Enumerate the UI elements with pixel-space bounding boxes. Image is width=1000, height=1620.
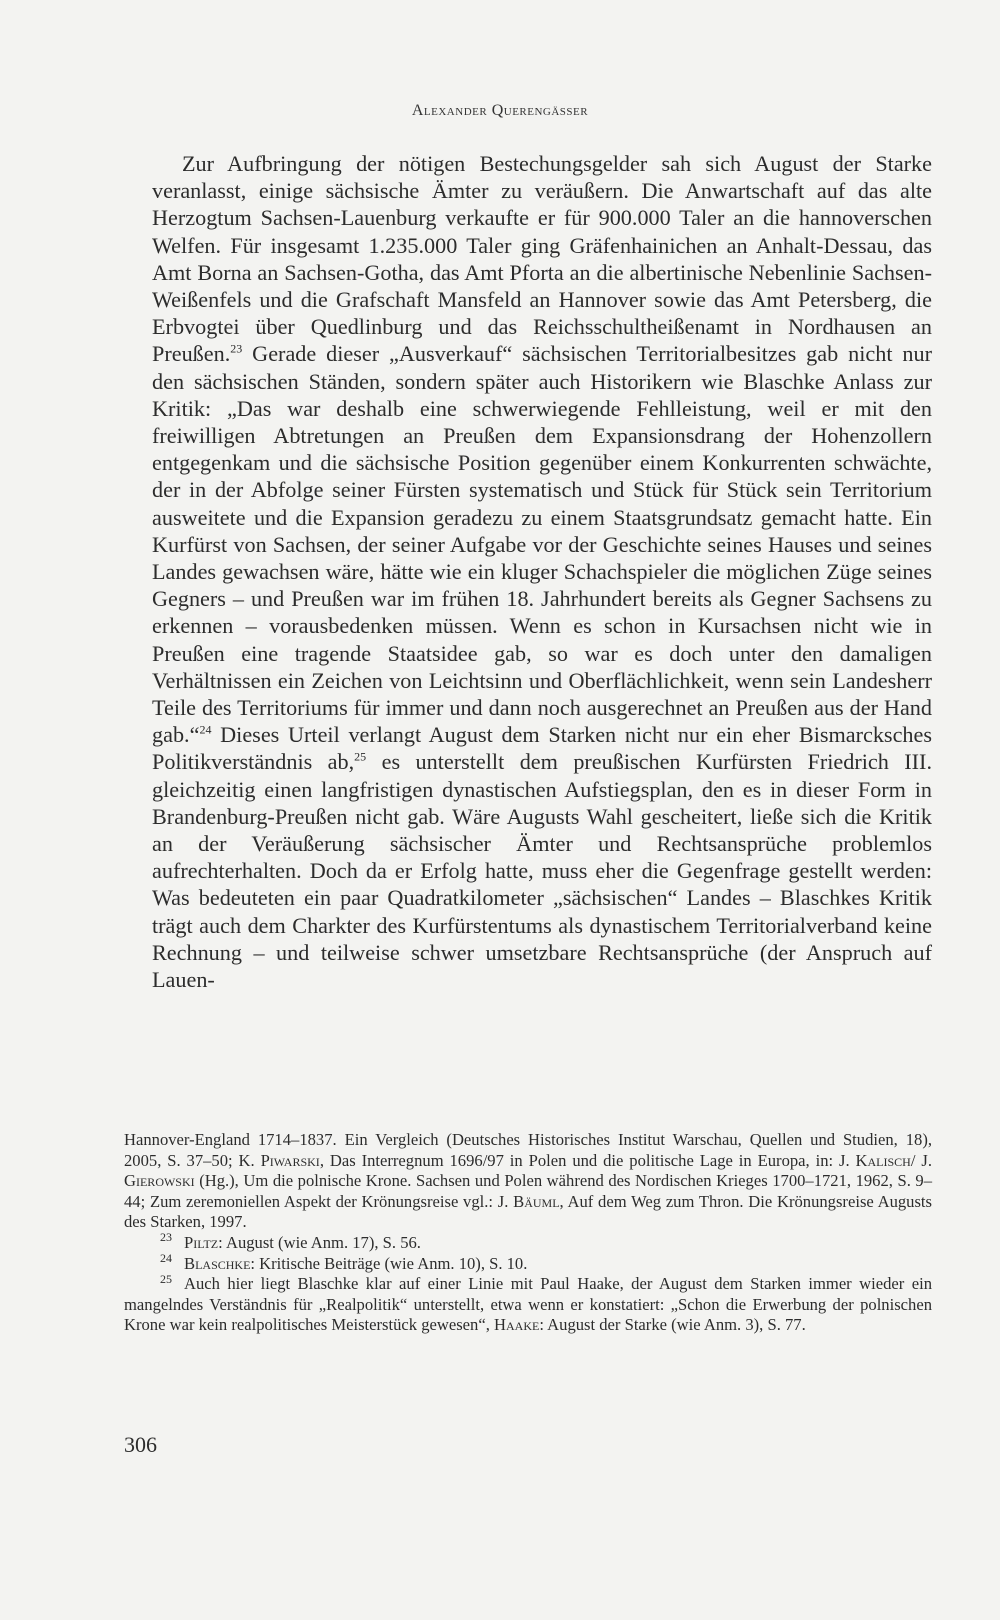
page-number: 306	[124, 1432, 157, 1457]
footnote-text: : August (wie Anm. 17), S. 56.	[218, 1232, 421, 1252]
footnote-text: , Das Interregnum 1696/97 in Polen und die politische Lage in Europa, in: J.	[319, 1150, 856, 1170]
footnotes	[124, 1130, 932, 1336]
footnote-24: 24 Blaschke: Kritische Beiträge (wie Anm. 10), S. 10.	[160, 1251, 528, 1273]
footnote-text: : Kritische Beiträge (wie Anm. 10), S. 10.	[250, 1253, 528, 1273]
footnote-25: 25 Auch hier liegt Blaschke klar auf einer Linie mit Paul Haake, der August dem Starken immer wieder ein mangelndes Verständnis für „Realpolitik“ unterstellt, etwa wenn er konstatiert: „Schon die Erwerbung der polnischen Krone war kein realpolitisches Meisterstück gewesen“, Haake: August der Starke (wie Anm. 3), S. 77.	[124, 1271, 932, 1335]
footnote-continued	[124, 1130, 932, 1233]
author-name: Blaschke	[184, 1253, 251, 1273]
footnote-ref-24[interactable]: 24	[199, 722, 212, 737]
footnote-text: : August der Starke (wie Anm. 3), S. 77.	[539, 1315, 806, 1335]
footnote-text: , Auf dem Weg zum Thron. Die Krönungsreise Augusts des Starken, 1997.	[124, 1191, 932, 1232]
author-name: Kalisch	[855, 1150, 911, 1170]
text-segment: Gerade dieser „Ausverkauf“ sächsischen Territorialbesitzes gab nicht nur den sächsischen Ständen, sondern später auch Historikern wie Blaschke Anlass zur Kritik: „Das war deshalb eine schwerwiegende Fehlleistung, weil er mit den freiwilligen Abtretungen an Preußen dem Expansionsdrang der Hohenzollern entgegenkam und die sächsische Position gegenüber einem Konkurrenten schwächte, der in der Abfolge seiner Fürsten systematisch und Stück für Stück sein Territorium ausweitete und die Expansion geradezu zu einem Staatsgrundsatz gemacht hatte. Ein Kurfürst von Sachsen, der seiner Aufgabe vor der Geschichte seines Hauses und seines Landes gewachsen wäre, hätte wie ein kluger Schachspieler die möglichen Züge seines Gegners – und Preußen war im frühen 18. Jahrhundert bereits als Gegner Sachsens zu erkennen – vorausbedenken müssen. Wenn es schon in Kursachsen nicht wie in Preußen eine tragende Staatsidee gab, so war es doch unter den damaligen Verhältnissen ein Zeichen von Leichtsinn und Oberflächlichkeit, wenn sein Landesherr Teile des Territoriums für immer und dann noch ausgerechnet an Preußen aus der Hand gab.“	[152, 341, 932, 748]
author-name: Gierowski	[124, 1171, 195, 1191]
author-name: Haake	[494, 1315, 540, 1335]
footnote-text: Hannover-England 1714–1837. Ein Vergleich (Deutsches Historisches Institut Warschau, Quellen und Studien, 18), 2005, S. 37–50; K.	[124, 1130, 932, 1170]
text-segment: Dieses Urteil verlangt August dem Starken nicht nur ein eher Bismarcksches Politikverständnis ab,	[152, 722, 932, 775]
main-text	[152, 150, 932, 993]
footnote-ref-25[interactable]: 25	[354, 750, 367, 765]
footnote-23: 23 Piltz: August (wie Anm. 17), S. 56.	[160, 1230, 421, 1252]
author-name: Piltz	[184, 1232, 219, 1252]
running-head: Alexander Querengässer	[411, 102, 589, 119]
author-name: Piwarski	[260, 1150, 320, 1170]
text-segment: es unterstellt dem preußischen Kurfürsten Friedrich III. gleichzeitig einen langfristigen dynastischen Aufstiegsplan, den es in dieser Form in Brandenburg-Preußen nicht gab. Wäre Augusts Wahl gescheitert, ließe sich die Kritik an der Veräußerung sächsischer Ämter und Rechtsansprüche problemlos aufrechterhalten. Doch da er Erfolg hatte, muss eher die Gegenfrage gestellt werden: Was bedeuteten ein paar Quadratkilometer „sächsischen“ Landes – Blaschkes Kritik trägt auch dem Charkter des Kurfürstentums als dynastischem Territorialverband keine Rechnung – und teilweise schwer umsetzbare Rechtsansprüche (der Anspruch auf Lauen-	[152, 749, 932, 993]
footnote-text: / J.	[910, 1150, 932, 1170]
author-name: Bäuml	[513, 1191, 560, 1211]
paragraph	[152, 150, 932, 993]
footnote-text: (Hg.), Um die polnische Krone. Sachsen und Polen während des Nordischen Krieges 1700–1721, 1962, S. 9–44; Zum zeremoniellen Aspekt der Krönungsreise vgl.: J.	[124, 1171, 932, 1211]
footnote-ref-23[interactable]: 23	[230, 342, 243, 357]
footnote-text: Auch hier liegt Blaschke klar auf einer Linie mit Paul Haake, der August dem Starken immer wieder ein mangelndes Verständnis für „Realpolitik“ unterstellt, etwa wenn er konstatiert: „Schon die Erwerbung der polnischen Krone war kein realpolitisches Meisterstück gewesen“,	[124, 1274, 932, 1335]
text-segment: Zur Aufbringung der nötigen Bestechungsgelder sah sich August der Starke veranlasst, einige sächsische Ämter zu veräußern. Die Anwartschaft auf das alte Herzogtum Sachsen-Lauenburg verkaufte er für 900.000 Taler an die hannoverschen Welfen. Für insgesamt 1.235.000 Taler ging Gräfenhainichen an Anhalt-Dessau, das Amt Borna an Sachsen-Gotha, das Amt Pforta an die albertinische Nebenlinie Sachsen-Weißenfels und die Grafschaft Mansfeld an Hannover sowie das Amt Petersberg, die Erbvogtei über Quedlinburg und das Reichsschultheißenamt in Nordhausen an Preußen.	[152, 151, 932, 367]
